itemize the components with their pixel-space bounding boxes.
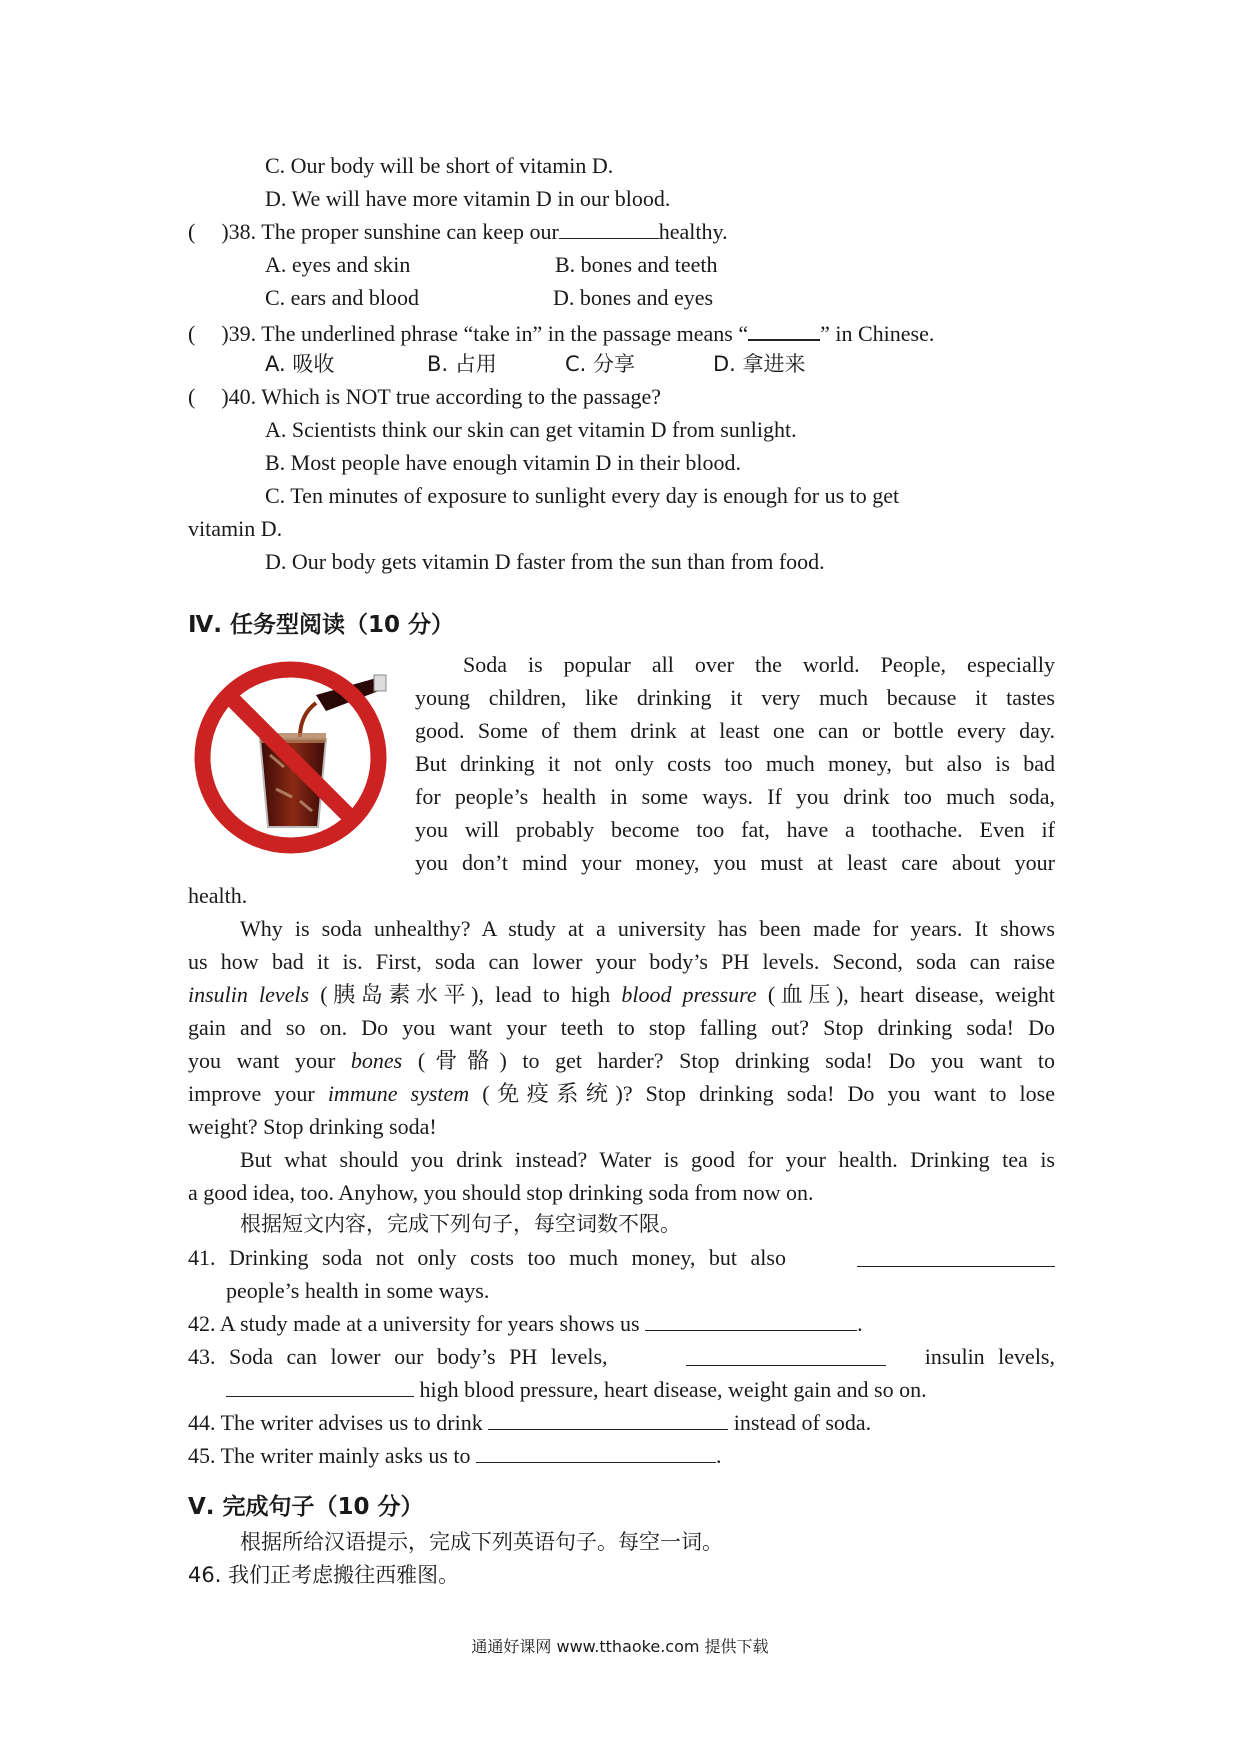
question-46: 46. 我们正考虑搬往西雅图。	[188, 1563, 460, 1587]
question-44	[188, 1409, 871, 1437]
page-footer: 通通好课网 www.tthaoke.com 提供下载	[471, 1637, 769, 1656]
paragraph-line: gain and so on. Do you want your teeth to stop falling out? Stop drinking soda! Do	[188, 1015, 1055, 1040]
text-span: (胰岛素水平), lead to high	[309, 982, 622, 1007]
q40-option-a: A. Scientists think our skin can get vitamin D from sunlight.	[265, 417, 797, 442]
answer-paren: (	[188, 219, 196, 244]
question-number: )38.	[221, 219, 257, 244]
q38-option-b: B. bones and teeth	[555, 252, 718, 277]
q37-option-c: C. Our body will be short of vitamin D.	[265, 153, 614, 178]
question-number: )39.	[221, 321, 257, 346]
answer-blank[interactable]	[645, 1310, 857, 1331]
question-stem-end: instead of soda.	[733, 1410, 872, 1435]
q38-options-row2	[265, 284, 713, 312]
q40-option-c-continued: vitamin D.	[188, 516, 283, 541]
question-stem: 41. Drinking soda not only costs too much money, but also	[188, 1245, 786, 1270]
question-38	[188, 218, 728, 246]
q39-option-d: D. 拿进来	[713, 352, 806, 376]
question-stem-end: insulin levels,	[924, 1344, 1055, 1369]
no-soda-sign-image	[188, 655, 393, 860]
paragraph-line: But drinking it not only costs too much money, but also is bad	[415, 751, 1055, 776]
answer-blank[interactable]	[857, 1246, 1055, 1267]
section-5-title: Ⅴ. 完成句子（10 分）	[188, 1494, 424, 1520]
text-span: (血压), heart disease, weight	[756, 982, 1055, 1007]
paragraph-line: Soda is popular all over the world. People, especially	[463, 652, 1055, 677]
question-43-continued	[226, 1376, 927, 1404]
paragraph-line: health.	[188, 883, 248, 908]
section-4-instruction: 根据短文内容，完成下列句子，每空词数不限。	[240, 1212, 681, 1236]
question-stem: Which is NOT true according to the passage?	[261, 384, 662, 409]
term-immune-system: immune system	[327, 1081, 470, 1106]
paragraph-line: Why is soda unhealthy? A study at a university has been made for years. It shows	[240, 916, 1055, 941]
question-43	[188, 1343, 1055, 1371]
q40-option-c: C. Ten minutes of exposure to sunlight every day is enough for us to get	[265, 483, 900, 508]
answer-blank[interactable]	[488, 1409, 728, 1430]
question-stem: The proper sunshine can keep our	[261, 219, 559, 244]
answer-blank[interactable]	[686, 1345, 886, 1366]
question-39	[188, 317, 934, 348]
paragraph-line: a good idea, too. Anyhow, you should stop drinking soda from now on.	[188, 1180, 814, 1205]
question-45: 45. The writer mainly asks us to .	[188, 1443, 722, 1468]
q39-option-a: A. 吸收	[265, 352, 335, 376]
paragraph-line: weight? Stop drinking soda!	[188, 1114, 437, 1139]
paragraph-line: us how bad it is. First, soda can lower your body’s PH levels. Second, soda can raise	[188, 949, 1055, 974]
paragraph-line	[188, 1080, 1055, 1108]
text-span: you want your	[188, 1048, 351, 1073]
question-number: )40.	[221, 384, 257, 409]
question-42: 42. A study made at a university for years shows us .	[188, 1311, 863, 1336]
q39-options	[265, 350, 806, 378]
question-stem-end: ” in Chinese.	[820, 321, 935, 346]
section-5-instruction: 根据所给汉语提示，完成下列英语句子。每空一词。	[240, 1530, 723, 1554]
question-41-continued: people’s health in some ways.	[226, 1278, 490, 1303]
q38-option-a: A. eyes and skin	[265, 252, 411, 277]
paragraph-line	[188, 981, 1055, 1009]
section-4-title: Ⅳ. 任务型阅读（10 分）	[188, 612, 455, 638]
question-41	[188, 1244, 1055, 1272]
question-stem: 42. A study made at a university for years shows us	[188, 1311, 640, 1336]
paragraph-line: good. Some of them drink at least one can or bottle every day.	[415, 718, 1055, 743]
text-span: (免疫系统)? Stop drinking soda! Do you want to lose	[469, 1081, 1055, 1106]
q39-option-c: C. 分享	[565, 352, 636, 376]
term-blood-pressure: blood pressure	[621, 982, 757, 1007]
paragraph-line: young children, like drinking it very much because it tastes	[415, 685, 1055, 710]
paragraph-line: you don’t mind your money, you must at least care about your	[415, 850, 1055, 875]
text-span: improve your	[188, 1081, 328, 1106]
question-40	[188, 383, 661, 411]
question-stem: high blood pressure, heart disease, weight gain and so on.	[419, 1377, 927, 1402]
q38-option-d: D. bones and eyes	[553, 285, 714, 310]
answer-blank	[559, 218, 659, 239]
question-stem: 43. Soda can lower our body’s PH levels,	[188, 1344, 608, 1369]
question-stem: 44. The writer advises us to drink	[188, 1410, 483, 1435]
question-stem: 45. The writer mainly asks us to	[188, 1443, 471, 1468]
q40-option-b: B. Most people have enough vitamin D in their blood.	[265, 450, 741, 475]
text-span: (骨骼) to get harder? Stop drinking soda! Do you want to	[402, 1048, 1055, 1073]
question-stem: The underlined phrase “take in” in the passage means “	[261, 321, 749, 346]
paragraph-line	[188, 1047, 1055, 1075]
term-bones: bones	[350, 1048, 403, 1073]
paragraph-line: But what should you drink instead? Water is good for your health. Drinking tea is	[240, 1147, 1055, 1172]
answer-paren: (	[188, 384, 196, 409]
answer-blank[interactable]	[226, 1376, 414, 1397]
q37-option-d: D. We will have more vitamin D in our blood.	[265, 186, 671, 211]
q38-options-row1	[265, 251, 718, 279]
answer-blank[interactable]	[476, 1442, 716, 1463]
q38-option-c: C. ears and blood	[265, 285, 419, 310]
answer-blank	[748, 317, 820, 341]
term-insulin-levels: insulin levels	[188, 982, 310, 1007]
question-stem-end: healthy.	[658, 219, 728, 244]
answer-paren: (	[188, 321, 196, 346]
paragraph-line: you will probably become too fat, have a toothache. Even if	[415, 817, 1055, 842]
paragraph-line: for people’s health in some ways. If you drink too much soda,	[415, 784, 1055, 809]
q40-option-d: D. Our body gets vitamin D faster from the sun than from food.	[265, 549, 825, 574]
q39-option-b: B. 占用	[427, 352, 497, 376]
